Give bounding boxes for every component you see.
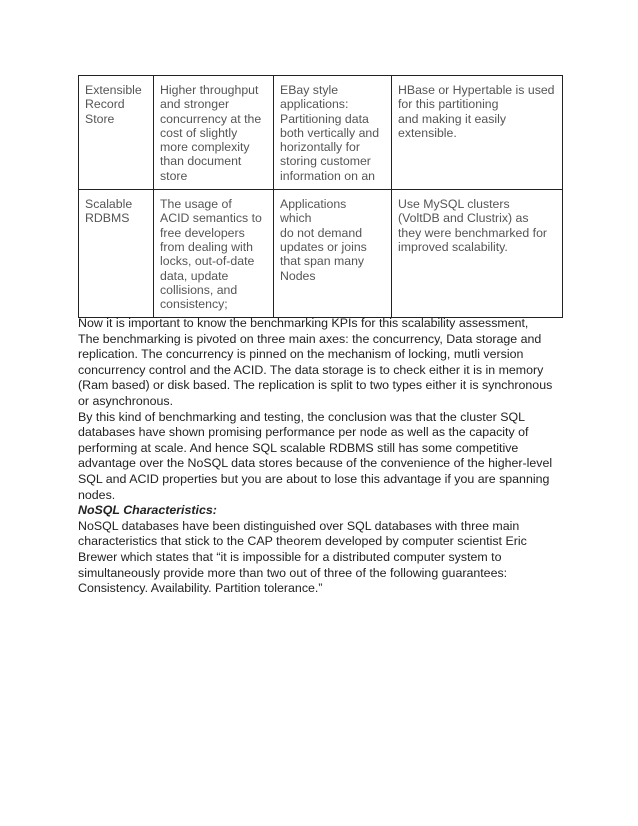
cell-line: Record <box>85 97 125 112</box>
cell-line: which <box>280 211 312 226</box>
cell-line: HBase or Hypertable is used <box>398 83 555 97</box>
cell-line: consistency; <box>160 297 228 312</box>
cell-line: horizontally for <box>280 140 360 155</box>
cell-line: both vertically and <box>280 125 380 140</box>
table-cell <box>392 76 563 190</box>
cell-line: and stronger <box>160 97 230 112</box>
cell-line: collisions, and <box>160 282 238 297</box>
cell-line: (VoltDB and Clustrix) as <box>398 211 529 226</box>
cell-line: from dealing with <box>160 239 253 254</box>
cell-line: Scalable <box>85 197 133 212</box>
section-heading: NoSQL Characteristics: <box>78 503 217 518</box>
cell-line: extensible. <box>398 125 457 140</box>
text-line: (Ram based) or disk based. The replication is split to two types either it is synchronous <box>78 378 553 393</box>
cell-line: The usage of <box>160 197 232 212</box>
paragraph <box>78 410 563 504</box>
table-cell <box>392 190 563 318</box>
cell-line: they were benchmarked for <box>398 225 548 240</box>
cell-line: RDBMS <box>85 211 130 226</box>
cell-line: Use MySQL clusters <box>398 197 510 212</box>
paragraph <box>78 519 563 597</box>
cell-line: updates or joins <box>280 239 367 254</box>
table-row <box>79 190 563 318</box>
cell-line: than document <box>160 154 242 169</box>
table-cell <box>274 190 392 318</box>
table-cell <box>274 76 392 190</box>
cell-line: more complexity <box>160 140 250 155</box>
table-cell <box>154 190 274 318</box>
cell-line: Higher throughput <box>160 83 259 97</box>
cell-line: free developers <box>160 225 245 240</box>
cell-line: and making it easily <box>398 111 506 126</box>
text-line: simultaneously provide more than two out of three of the following guarantees: <box>78 565 508 580</box>
text-line: The benchmarking is pivoted on three main axes: the concurrency, Data storage and <box>78 331 542 346</box>
cell-line: cost of slightly <box>160 125 238 140</box>
text-line: By this kind of benchmarking and testing, the conclusion was that the cluster SQL <box>78 409 525 424</box>
cell-line: ACID semantics to <box>160 211 262 226</box>
cell-line: improved scalability. <box>398 239 508 254</box>
text-line: concurrency control and the ACID. The data storage is to check either it is in memory <box>78 362 544 377</box>
text-line: nodes. <box>78 487 116 502</box>
text-line: Now it is important to know the benchmarking KPIs for this scalability assessment, <box>78 316 529 330</box>
cell-line: do not demand <box>280 225 363 240</box>
text-line: Consistency. Availability. Partition tolerance.” <box>78 581 323 596</box>
table-cell <box>79 76 154 190</box>
table-cell <box>154 76 274 190</box>
cell-line: applications: <box>280 97 349 112</box>
body-text <box>78 316 563 597</box>
cell-line: EBay style <box>280 83 339 97</box>
cell-line: Store <box>85 111 115 126</box>
cell-line: Partitioning data <box>280 111 369 126</box>
cell-line: store <box>160 168 188 183</box>
cell-line: that span many <box>280 254 365 269</box>
cell-line: for this partitioning <box>398 97 499 112</box>
paragraph <box>78 316 563 410</box>
text-line: NoSQL databases have been distinguished over SQL databases with three main <box>78 518 520 533</box>
text-line: or asynchronous. <box>78 393 174 408</box>
text-line: replication. The concurrency is pinned on the mechanism of locking, mutli version <box>78 347 524 362</box>
cell-line: Nodes <box>280 268 316 283</box>
cell-line: storing customer <box>280 154 371 169</box>
cell-line: data, update <box>160 268 229 283</box>
text-line: advantage over the NoSQL data stores because of the convenience of the higher-level <box>78 456 553 471</box>
text-line: databases have shown promising performance per node as well as the capacity of <box>78 425 529 440</box>
table-row <box>79 76 563 190</box>
text-line: performing at scale. And hence SQL scalable RDBMS still has some competitive <box>78 440 519 455</box>
cell-line: Applications <box>280 197 347 212</box>
cell-line: information on an <box>280 168 376 183</box>
table-cell <box>79 190 154 318</box>
comparison-table <box>78 75 563 318</box>
cell-line: locks, out-of-date <box>160 254 255 269</box>
text-line: SQL and ACID properties but you are about to lose this advantage if you are spanning <box>78 471 550 486</box>
text-line: Brewer which states that “it is impossible for a distributed computer system to <box>78 549 502 564</box>
text-line: characteristics that stick to the CAP theorem developed by computer scientist Eric <box>78 534 527 549</box>
cell-line: concurrency at the <box>160 111 262 126</box>
cell-line: Extensible <box>85 83 142 97</box>
